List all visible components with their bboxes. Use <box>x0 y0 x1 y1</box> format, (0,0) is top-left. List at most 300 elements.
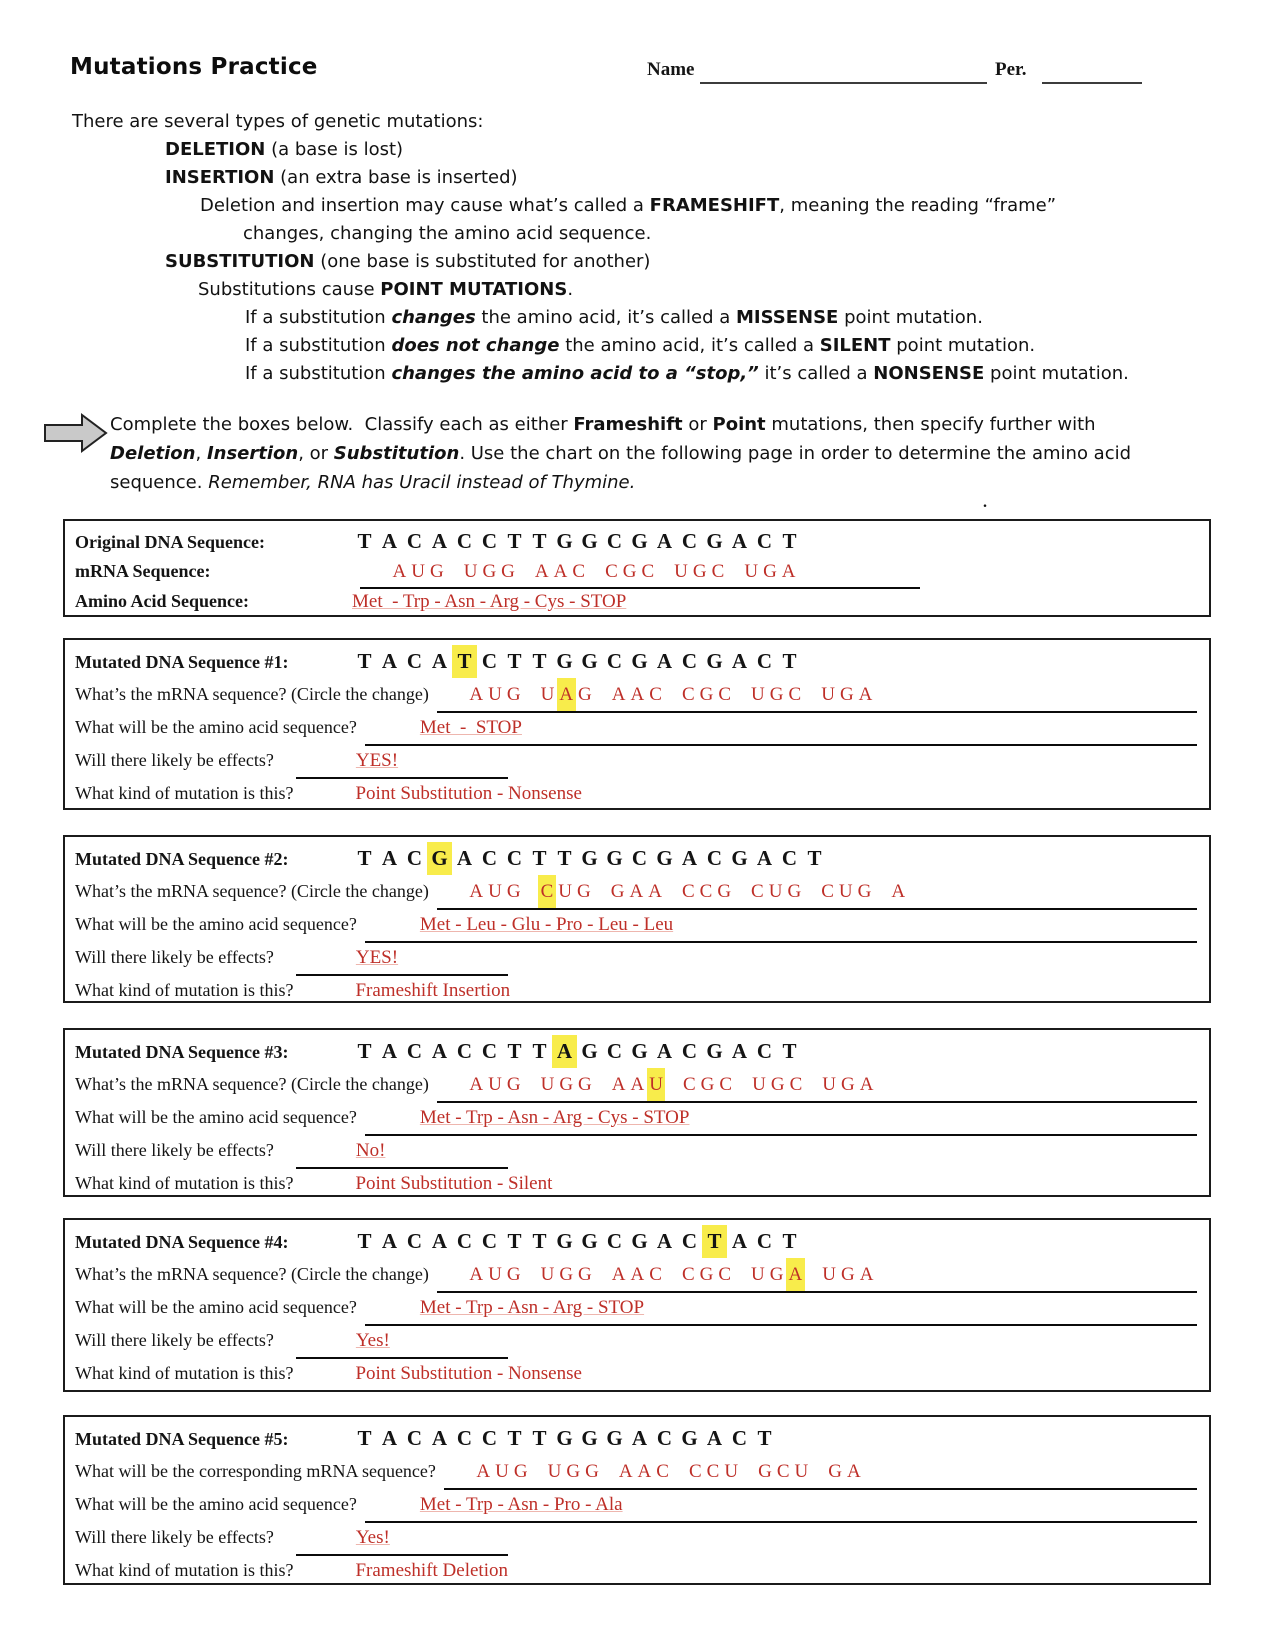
box-row-amino <box>65 908 1209 941</box>
dna-base: A <box>731 529 748 553</box>
mrna-base: G <box>857 881 872 902</box>
mrna-base: U <box>838 881 853 902</box>
mutation-kind-answer: Point Substitution - Nonsense <box>355 1363 582 1384</box>
mrna-base: G <box>559 1264 574 1285</box>
box-row-dna <box>65 1035 1209 1068</box>
text-segment: Substitution <box>333 443 460 464</box>
mrna-base: C <box>681 881 695 902</box>
box-row-effects <box>65 744 1209 777</box>
row-label: What kind of mutation is this? <box>75 1560 294 1580</box>
text-segment: SILENT <box>819 335 891 356</box>
mrna-codon <box>889 875 908 908</box>
mrna-base: G <box>577 881 591 902</box>
text-segment: DELETION <box>165 139 266 160</box>
dna-base: C <box>606 529 623 553</box>
mrna-base: U <box>558 881 572 902</box>
dna-base: G <box>631 1229 648 1253</box>
mrna-base: C <box>776 1461 790 1482</box>
text-line <box>0 248 1275 276</box>
mrna-codon <box>680 1068 734 1101</box>
dna-base: A <box>381 649 398 673</box>
mrna-base: G <box>578 1074 592 1095</box>
row-label: Mutated DNA Sequence #4: <box>75 1232 289 1252</box>
text-segment: MISSENSE <box>735 307 839 328</box>
box-row-dna <box>65 842 1209 875</box>
dna-base: G <box>681 1426 698 1450</box>
dna-base: G <box>706 1039 723 1063</box>
mrna-base: C <box>751 881 764 902</box>
row-label: Mutated DNA Sequence #1: <box>75 652 289 672</box>
mrna-base: U <box>674 561 688 582</box>
dna-base: T <box>357 649 372 673</box>
answer-blank-line <box>365 1101 1197 1136</box>
mrna-codon <box>467 1068 523 1101</box>
dna-base: C <box>406 649 423 673</box>
dna-base: T <box>782 649 797 673</box>
mrna-base: A <box>630 1074 645 1095</box>
mrna-base: U <box>821 684 835 705</box>
mrna-base: G <box>566 1461 581 1482</box>
box-row-amino <box>65 1488 1209 1521</box>
text-segment: SUBSTITUTION <box>165 251 315 272</box>
dna-base: A <box>656 1039 673 1063</box>
mrna-answer <box>437 1068 891 1101</box>
box-row-mrna <box>65 1068 1209 1101</box>
mrna-base: A <box>469 1074 484 1095</box>
mrna-codon <box>390 557 446 587</box>
mrna-base: C <box>821 881 834 902</box>
answer-blank-line <box>444 1455 1197 1490</box>
dna-base: C <box>606 1229 623 1253</box>
text-segment: If a substitution <box>245 363 392 384</box>
mrna-base: U <box>822 1074 836 1095</box>
mrna-base: A <box>891 881 906 902</box>
dna-base: C <box>681 529 698 553</box>
row-label: Will there likely be effects? <box>75 1527 274 1547</box>
mrna-codon <box>820 1068 876 1101</box>
dna-base: C <box>706 846 723 870</box>
dna-base: A <box>656 529 673 553</box>
mrna-codon <box>679 678 733 711</box>
mrna-codon <box>461 557 517 587</box>
text-line <box>0 108 1275 136</box>
dna-base: T <box>357 1426 372 1450</box>
sequence-box-mutated-5 <box>63 1415 1211 1585</box>
box-row-kind <box>65 1357 1209 1390</box>
mrna-codon <box>467 678 523 711</box>
dna-sequence <box>352 645 802 678</box>
mrna-base: U <box>822 1264 836 1285</box>
mrna-base: G <box>769 1264 784 1285</box>
dna-base: T <box>357 1039 372 1063</box>
mrna-codon <box>819 875 874 908</box>
dna-base: G <box>581 529 598 553</box>
intro-text-block <box>0 108 1275 388</box>
mrna-codon <box>819 678 875 711</box>
box-row-kind <box>65 1167 1209 1200</box>
text-segment: Frameshift <box>573 414 683 435</box>
answer-blank-line <box>437 1068 1197 1103</box>
mrna-base: A <box>846 1461 861 1482</box>
mrna-base: C <box>682 1074 696 1095</box>
mrna-base: U <box>547 1461 562 1482</box>
text-line <box>0 136 1275 164</box>
dna-base: G <box>606 846 623 870</box>
row-label: What will be the amino acid sequence? <box>75 1107 357 1127</box>
dna-base: G <box>631 1039 648 1063</box>
row-label: What kind of mutation is this? <box>75 980 294 1000</box>
mrna-base: U <box>540 684 555 705</box>
answer-blank-line <box>437 1258 1197 1293</box>
mrna-codon <box>538 678 594 711</box>
dna-base: G <box>606 1426 623 1450</box>
mrna-base: U <box>488 1074 502 1095</box>
mrna-base: G <box>717 881 732 902</box>
mrna-base: G <box>770 1074 785 1095</box>
mrna-answer <box>437 875 923 908</box>
mrna-base: G <box>506 881 521 902</box>
text-line <box>0 332 1275 360</box>
mrna-codon <box>679 1258 733 1291</box>
mrna-codon <box>749 1258 805 1291</box>
text-line <box>0 276 1275 304</box>
dna-base: C <box>631 846 648 870</box>
box-row-kind <box>65 1554 1209 1587</box>
dna-base: T <box>757 1426 772 1450</box>
dna-base: C <box>481 1229 498 1253</box>
dna-base: A <box>706 1426 723 1450</box>
answer-blank-line <box>296 1324 508 1359</box>
row-label: What will be the amino acid sequence? <box>75 717 357 737</box>
amino-acid-answer: Met - STOP <box>419 717 522 738</box>
dna-base: A <box>431 649 448 673</box>
name-label: Name <box>647 59 695 80</box>
dna-base: T <box>507 1039 522 1063</box>
mutated-base-highlight: A <box>552 1035 577 1068</box>
dna-base: C <box>406 1426 423 1450</box>
mrna-codon <box>826 1455 863 1488</box>
box-row-mrna <box>65 1258 1209 1291</box>
mrna-base: U <box>724 1461 739 1482</box>
mrna-base: C <box>641 561 655 582</box>
mrna-base: G <box>769 684 784 705</box>
mrna-codon <box>603 557 657 587</box>
mrna-base: A <box>858 684 873 705</box>
text-segment: INSERTION <box>165 167 275 188</box>
text-segment: “stop,” <box>684 363 759 384</box>
text-segment: point mutation. <box>984 363 1129 384</box>
text-segment: , <box>195 443 207 464</box>
amino-acid-answer: Met - Trp - Asn - Pro - Ala <box>419 1494 623 1515</box>
mrna-base: G <box>699 684 714 705</box>
box-row-effects <box>65 1521 1209 1554</box>
mrna-base: A <box>611 684 626 705</box>
dna-base: T <box>357 529 372 553</box>
dna-base: T <box>507 1229 522 1253</box>
dna-base: C <box>456 1039 473 1063</box>
mrna-base: U <box>540 1074 555 1095</box>
row-label: What’s the mRNA sequence? (Circle the change) <box>75 684 429 704</box>
mrna-base: C <box>649 684 662 705</box>
dna-base: C <box>756 1229 773 1253</box>
mrna-base: A <box>630 684 645 705</box>
per-label: Per. <box>995 59 1027 80</box>
dna-base: T <box>357 1229 372 1253</box>
mrna-base: G <box>839 684 854 705</box>
box-row-kind <box>65 777 1209 810</box>
box-row-dna <box>65 645 1209 678</box>
mrna-base: G <box>840 1074 855 1095</box>
dna-base: C <box>756 529 773 553</box>
dna-base: C <box>406 529 423 553</box>
dna-base: A <box>381 1039 398 1063</box>
dna-base: C <box>731 1426 748 1450</box>
effects-answer: Yes! <box>355 1330 390 1351</box>
dna-base: T <box>532 846 547 870</box>
mrna-base: G <box>763 561 777 582</box>
mutated-base-highlight: T <box>452 645 477 678</box>
box-row-mrna <box>65 1455 1209 1488</box>
effects-answer: YES! <box>355 750 399 771</box>
dna-base: A <box>756 846 773 870</box>
mrna-base: C <box>789 1074 803 1095</box>
text-line <box>0 164 1275 192</box>
amino-acid-answer: Met - Trp - Asn - Arg - Cys - STOP <box>352 591 627 612</box>
mrna-base: A <box>618 1461 633 1482</box>
mrna-base: U <box>768 881 783 902</box>
box-row-mrna <box>65 875 1209 908</box>
dna-base: C <box>681 1229 698 1253</box>
dna-base: G <box>556 529 573 553</box>
dna-base: G <box>706 649 723 673</box>
dna-base: A <box>681 846 698 870</box>
dna-base: C <box>481 649 498 673</box>
text-segment: sequence. <box>110 472 209 493</box>
mrna-base: G <box>828 1461 842 1482</box>
text-segment: does not change <box>391 335 560 356</box>
dna-base: C <box>681 1039 698 1063</box>
answer-blank-line <box>296 1521 508 1556</box>
dna-base: A <box>431 1039 448 1063</box>
page-title: Mutations Practice <box>70 54 318 80</box>
dna-base: A <box>381 1229 398 1253</box>
mrna-base: C <box>681 684 695 705</box>
dna-base: A <box>731 1039 748 1063</box>
text-segment: changes, changing the amino acid sequence. <box>243 223 652 244</box>
text-segment: Deletion <box>110 443 196 464</box>
dna-base: G <box>581 1039 598 1063</box>
mrna-base: A <box>781 561 796 582</box>
mrna-base: G <box>513 1461 528 1482</box>
mutation-kind-answer: Frameshift Deletion <box>355 1560 508 1581</box>
box-row-dna <box>65 526 1209 556</box>
answer-blank-line <box>365 1488 1197 1523</box>
mrna-codon <box>820 1258 876 1291</box>
mrna-base: G <box>692 561 707 582</box>
text-segment: Point <box>712 414 766 435</box>
mutation-kind-answer: Point Substitution - Silent <box>355 1173 553 1194</box>
mrna-codon <box>609 1258 664 1291</box>
text-segment: POINT MUTATIONS <box>380 279 568 300</box>
mrna-base: C <box>681 1264 695 1285</box>
text-segment: Complete the boxes below. Classify each as either <box>110 414 574 435</box>
mrna-answer <box>360 557 813 587</box>
box-row-mrna <box>65 678 1209 711</box>
mrna-base: C <box>656 1461 669 1482</box>
dna-base: A <box>631 1426 648 1450</box>
dna-base: T <box>782 1039 797 1063</box>
mrna-codon <box>672 557 727 587</box>
row-label: Will there likely be effects? <box>75 947 274 967</box>
right-arrow-icon <box>44 412 108 454</box>
answer-blank-line <box>296 941 508 976</box>
row-label: What’s the mRNA sequence? (Circle the change) <box>75 1264 429 1284</box>
dna-sequence <box>352 1422 777 1455</box>
dna-base: A <box>731 1229 748 1253</box>
dna-base: G <box>581 1426 598 1450</box>
answer-blank-line <box>360 557 920 589</box>
text-segment: , or <box>298 443 334 464</box>
box-row-dna <box>65 1422 1209 1455</box>
mrna-base: C <box>572 561 586 582</box>
text-line <box>0 360 1275 388</box>
mrna-base: G <box>585 1461 599 1482</box>
mrna-base: G <box>482 561 497 582</box>
mutated-base-highlight: U <box>647 1068 666 1101</box>
dna-base: G <box>656 846 673 870</box>
mrna-codon <box>467 875 523 908</box>
text-segment: changes <box>391 307 476 328</box>
sequence-box-mutated-3 <box>63 1028 1211 1197</box>
mutated-base-highlight: G <box>427 842 452 875</box>
dna-base: C <box>481 529 498 553</box>
dna-sequence <box>352 842 827 875</box>
mrna-base: A <box>859 1264 874 1285</box>
name-blank-line <box>700 82 987 84</box>
mrna-base: U <box>488 881 502 902</box>
mrna-base: A <box>637 1461 652 1482</box>
mrna-codon <box>538 875 593 908</box>
mrna-codon <box>467 1258 523 1291</box>
row-label: What kind of mutation is this? <box>75 1363 294 1383</box>
mrna-base: U <box>751 1264 765 1285</box>
text-segment: the amino acid, it’s called a <box>475 307 736 328</box>
row-label: What will be the amino acid sequence? <box>75 914 357 934</box>
answer-blank-line <box>365 711 1197 746</box>
dna-base: G <box>556 1229 573 1253</box>
mrna-base: G <box>578 1264 592 1285</box>
mrna-base: A <box>476 1461 491 1482</box>
mrna-base: U <box>751 684 765 705</box>
effects-answer: Yes! <box>355 1527 390 1548</box>
dna-base: A <box>731 649 748 673</box>
dna-base: A <box>456 846 473 870</box>
mrna-base: G <box>700 1074 715 1095</box>
answer-blank-line <box>296 744 508 779</box>
sequence-box-mutated-4 <box>63 1218 1211 1392</box>
mrna-base: A <box>859 1074 874 1095</box>
text-segment: point mutation. <box>838 307 983 328</box>
box-row-kind <box>65 974 1209 1007</box>
dna-base: C <box>481 1426 498 1450</box>
dna-base: T <box>532 649 547 673</box>
text-segment: If a substitution <box>245 307 392 328</box>
dna-base: A <box>381 1426 398 1450</box>
mrna-codon <box>538 1258 594 1291</box>
mutation-kind-answer: Point Substitution - Nonsense <box>355 783 582 804</box>
row-label: What kind of mutation is this? <box>75 1173 294 1193</box>
mrna-base: C <box>649 1264 662 1285</box>
dna-base: A <box>381 529 398 553</box>
dna-base: G <box>556 1426 573 1450</box>
mrna-base: U <box>488 1264 502 1285</box>
directions-text-block <box>110 410 1230 497</box>
text-segment: . <box>567 279 574 300</box>
mrna-base: A <box>648 881 662 902</box>
dna-base: T <box>807 846 822 870</box>
text-segment: point mutation. <box>890 335 1036 356</box>
mrna-codon <box>545 1455 601 1488</box>
text-segment: If a substitution <box>245 335 392 356</box>
row-label: What will be the amino acid sequence? <box>75 1494 357 1514</box>
dna-base: C <box>406 1229 423 1253</box>
dna-base: A <box>656 649 673 673</box>
text-segment: Substitutions cause <box>198 279 381 300</box>
per-blank-line <box>1042 82 1142 84</box>
mrna-base: U <box>752 1074 766 1095</box>
mrna-base: A <box>629 881 644 902</box>
mrna-base: C <box>699 881 713 902</box>
text-segment: NONSENSE <box>873 363 985 384</box>
text-segment: changes the amino acid to a <box>391 363 685 384</box>
mrna-base: G <box>559 1074 574 1095</box>
dna-base: T <box>532 1426 547 1450</box>
sequence-box-mutated-2 <box>63 835 1211 1003</box>
dna-base: T <box>782 1229 797 1253</box>
text-segment: mutations, then specify further with <box>765 414 1096 435</box>
text-segment: Deletion and insertion may cause what’s called a <box>200 195 650 216</box>
text-line <box>0 220 1275 248</box>
dna-base: T <box>507 529 522 553</box>
mrna-base: U <box>540 1264 555 1285</box>
answer-blank-line <box>437 678 1197 713</box>
mrna-answer <box>444 1455 878 1488</box>
row-label: Will there likely be effects? <box>75 750 274 770</box>
mrna-base: G <box>787 881 802 902</box>
text-segment: (one base is substituted for another) <box>314 251 651 272</box>
mrna-base: C <box>711 561 725 582</box>
mrna-base: U <box>463 561 478 582</box>
text-segment: . Use the chart on the following page in order to determine the amino acid <box>459 443 1132 464</box>
dna-base: G <box>581 649 598 673</box>
mrna-base: G <box>622 561 637 582</box>
dna-sequence <box>352 526 802 556</box>
dna-base: G <box>581 1229 598 1253</box>
mrna-answer <box>437 1258 891 1291</box>
text-line <box>110 468 1230 497</box>
mutated-base-highlight: C <box>538 875 556 908</box>
dna-base: C <box>756 649 773 673</box>
text-segment: (an extra base is inserted) <box>274 167 518 188</box>
dna-base: C <box>406 1039 423 1063</box>
dna-base: T <box>532 1229 547 1253</box>
box-row-effects <box>65 1324 1209 1357</box>
dna-base: C <box>456 1426 473 1450</box>
mrna-codon <box>532 557 587 587</box>
text-segment: or <box>682 414 713 435</box>
dna-base: G <box>631 649 648 673</box>
row-label: What will be the amino acid sequence? <box>75 1297 357 1317</box>
